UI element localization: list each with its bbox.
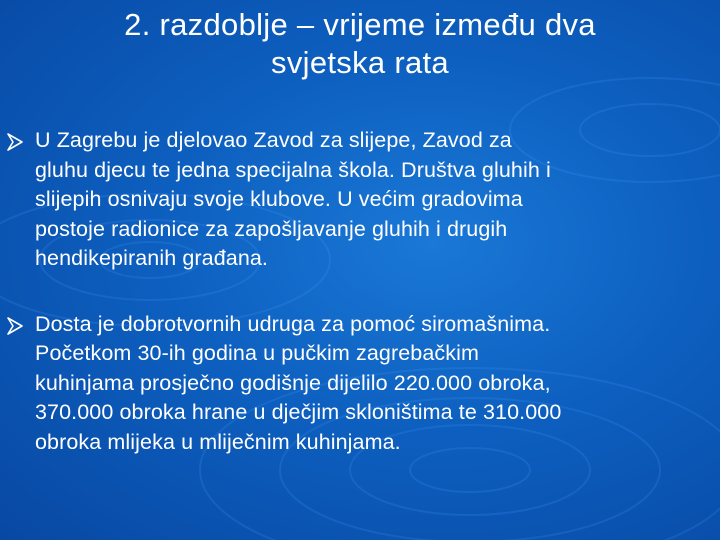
bullet-line: U Zagrebu je djelovao Zavod za slijepe, Zavod za — [35, 128, 512, 152]
slide-title — [20, 6, 700, 82]
bullet-line: 370.000 obroka hrane u dječjim skloništima te 310.000 — [35, 400, 562, 424]
bullet-list — [30, 126, 710, 493]
slide-title-line: 2. razdoblje – vrijeme između dva — [124, 7, 596, 42]
bullet-line: Dosta je dobrotvornih udruga za pomoć siromašnima. — [35, 311, 551, 336]
bullet-line: obroka mlijeka u mliječnim kuhinjama. — [35, 429, 401, 454]
bullet-item — [30, 126, 710, 274]
bullet-line: hendikepiranih građana. — [35, 246, 269, 270]
arrowhead-bullet-icon — [7, 317, 23, 335]
slide-title-line: svjetska rata — [271, 45, 449, 80]
bullet-line: kuhinjama prosječno godišnje dijelilo 220.000 obroka, — [35, 370, 551, 395]
arrowhead-bullet-icon — [7, 133, 23, 151]
bullet-line: Početkom 30-ih godina u pučkim zagrebačkim — [35, 341, 479, 365]
bullet-text — [35, 310, 710, 458]
bullet-item — [30, 310, 710, 458]
bullet-line: slijepih osnivaju svoje klubove. U većim gradovima — [35, 187, 523, 211]
bullet-text — [35, 126, 710, 274]
bullet-line: postoje radionice za zapošljavanje gluhih i drugih — [35, 216, 508, 241]
bullet-line: gluhu djecu te jedna specijalna škola. Društva gluhih i — [35, 157, 551, 182]
